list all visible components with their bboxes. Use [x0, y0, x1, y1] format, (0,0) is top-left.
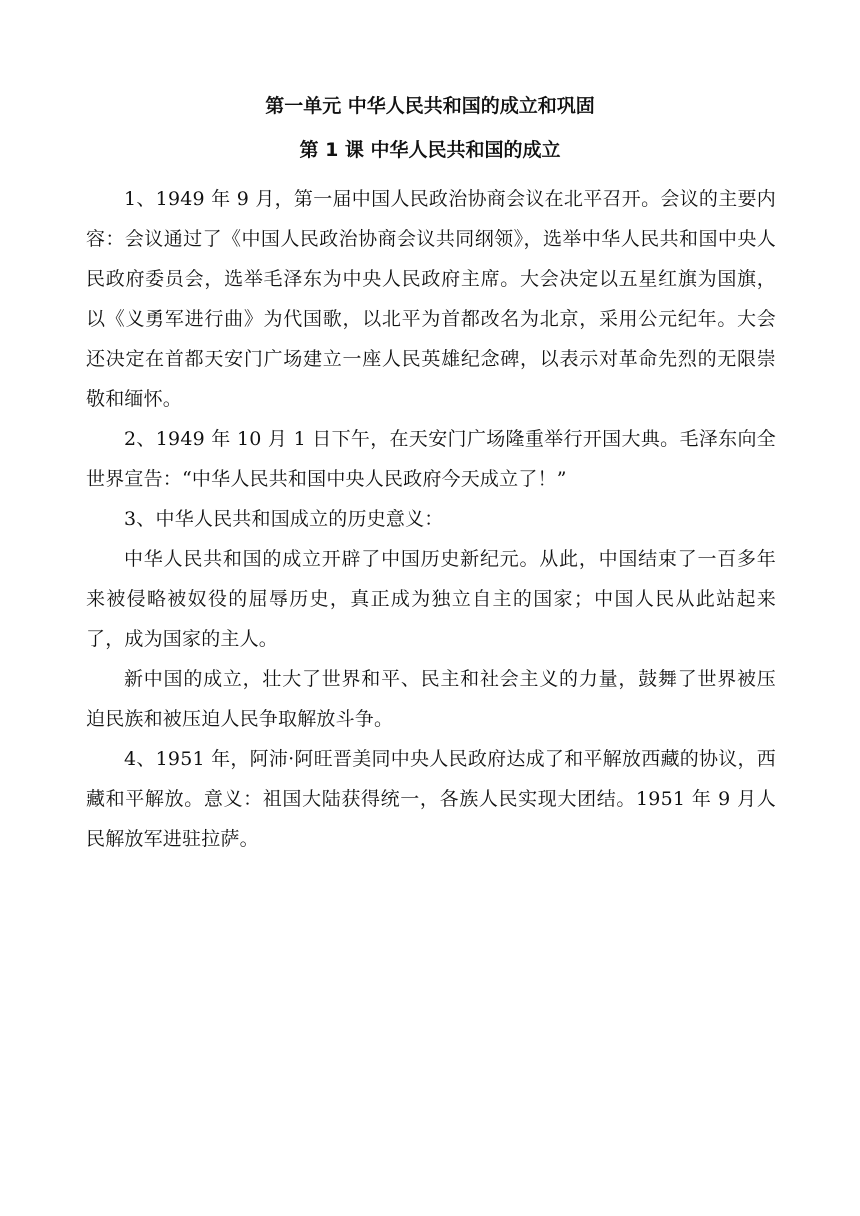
- paragraph-1: 1、1949 年 9 月，第一届中国人民政治协商会议在北平召开。会议的主要内容：会议通过了《中国人民政治协商会议共同纲领》，选举中华人民共和国中央人民政府委员会，选举毛泽东为中央人民政府主席。大会决定以五星红旗为国旗，以《义勇军进行曲》为代国歌，以北平为首都改名为北京，采用公元纪年。大会还决定在首都天安门广场建立一座人民英雄纪念碑，以表示对革命先烈的无限崇敬和缅怀。: [86, 188, 776, 410]
- lesson-title: 第 1 课 中华人民共和国的成立: [299, 139, 561, 161]
- paragraph-2: 2、1949 年 10 月 1 日下午，在天安门广场隆重举行开国大典。毛泽东向全世界宣告：“中华人民共和国中央人民政府今天成立了！”: [86, 428, 776, 490]
- paragraph-6: 4、1951 年，阿沛·阿旺晋美同中央人民政府达成了和平解放西藏的协议，西藏和平解放。意义：祖国大陆获得统一，各族人民实现大团结。1951 年 9 月人民解放军进驻拉萨。: [86, 748, 776, 850]
- paragraph-4: 中华人民共和国的成立开辟了中国历史新纪元。从此，中国结束了一百多年来被侵略被奴役的屈辱历史，真正成为独立自主的国家；中国人民从此站起来了，成为国家的主人。: [86, 548, 776, 650]
- body-text: [86, 179, 776, 859]
- paragraph-5: 新中国的成立，壮大了世界和平、民主和社会主义的力量，鼓舞了世界被压迫民族和被压迫人民争取解放斗争。: [86, 668, 776, 730]
- paragraph-3: 3、中华人民共和国成立的历史意义：: [124, 508, 444, 530]
- unit-title: 第一单元 中华人民共和国的成立和巩固: [265, 95, 595, 117]
